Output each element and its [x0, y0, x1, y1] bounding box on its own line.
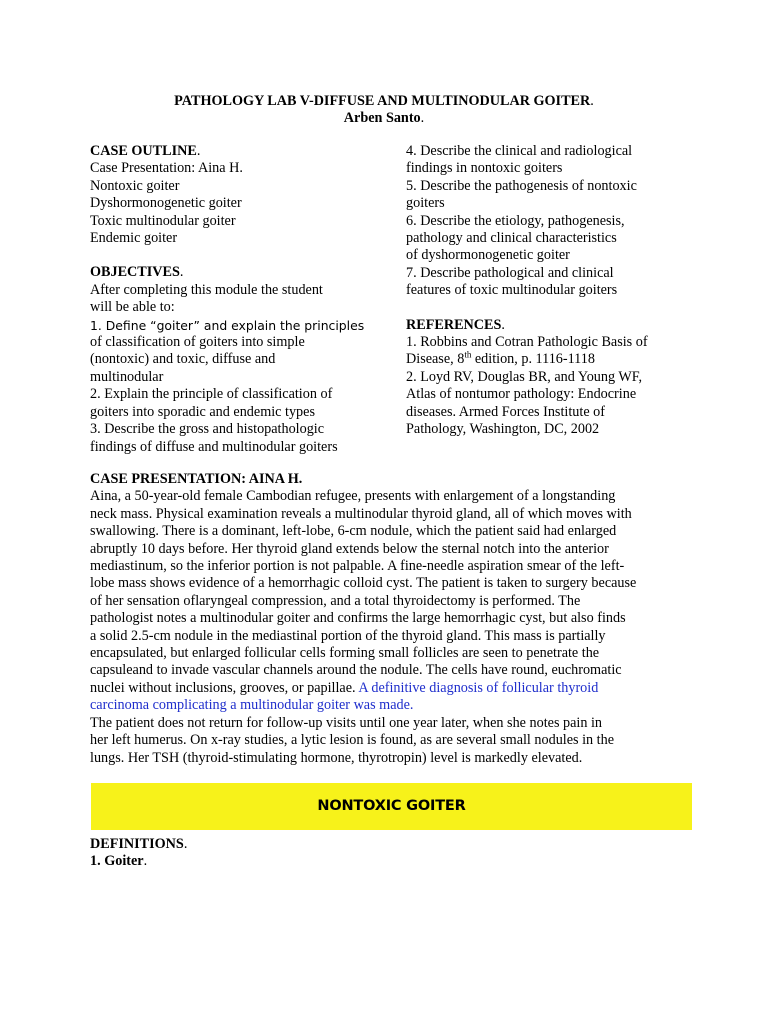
objective-line: (nontoxic) and toxic, diffuse and — [90, 351, 276, 368]
definition-item: 1. Goiter. — [90, 853, 148, 870]
diagnosis-highlight: A definitive diagnosis of follicular thyroid — [358, 679, 599, 696]
case-text-line: Aina, a 50-year-old female Cambodian refugee, presents with enlargement of a longstanding — [90, 488, 616, 505]
reference-line: Atlas of nontumor pathology: Endocrine — [406, 386, 637, 403]
outline-item: Dyshormonogenetic goiter — [90, 195, 242, 212]
objective-line: 5. Describe the pathogenesis of nontoxic — [406, 177, 637, 194]
objective-line: goiters — [406, 195, 445, 212]
objective-line: findings of diffuse and multinodular goiters — [90, 438, 338, 455]
reference-line: Pathology, Washington, DC, 2002 — [406, 421, 600, 438]
banner-label: NONTOXIC GOITER — [317, 797, 466, 814]
objective-line: of dyshormonogenetic goiter — [406, 247, 570, 264]
definitions-section — [90, 836, 690, 871]
objective-line: 2. Explain the principle of classification of — [90, 386, 333, 403]
objectives-continued — [406, 143, 696, 300]
objective-line: 1. Define “goiter” and explain the principles — [90, 317, 365, 333]
case-text-line: The patient does not return for follow-up visits until one year later, when she notes pain in — [90, 714, 603, 731]
outline-item: Toxic multinodular goiter — [90, 212, 236, 229]
case-text-line: lobe mass shows evidence of a hemorrhagic colloid cyst. The patient is taken to surgery because — [90, 575, 637, 592]
objective-line: After completing this module the student — [90, 281, 323, 298]
reference-line: 2. Loyd RV, Douglas BR, and Young WF, — [406, 368, 643, 385]
case-text-line: abruptly 10 days before. Her thyroid gland extends below the sternal notch into the anterior — [90, 540, 609, 557]
title-block — [0, 93, 768, 126]
reference-line: Disease, 8th edition, p. 1116-1118 — [406, 349, 595, 368]
objective-line: 7. Describe pathological and clinical — [406, 264, 614, 281]
page-title: PATHOLOGY LAB V-DIFFUSE AND MULTINODULAR GOITER. — [174, 93, 594, 109]
objective-line: goiters into sporadic and endemic types — [90, 403, 315, 420]
outline-item: Nontoxic goiter — [90, 177, 180, 194]
objective-line: pathology and clinical characteristics — [406, 230, 617, 247]
diagnosis-highlight: carcinoma complicating a multinodular goiter was made. — [90, 697, 414, 714]
case-presentation-heading: CASE PRESENTATION: AINA H. — [90, 471, 303, 487]
objectives-section — [90, 264, 380, 455]
case-text-line: mediastinum, so the inferior portion is not palpable. A fine-needle aspiration smear of the left- — [90, 558, 625, 575]
right-column — [406, 143, 696, 439]
case-text-line: her left humerus. On x-ray studies, a lytic lesion is found, as are several small nodules in the — [90, 732, 615, 749]
case-outline-section — [90, 143, 380, 247]
objective-line: findings in nontoxic goiters — [406, 160, 563, 177]
definitions-heading: DEFINITIONS. — [90, 836, 188, 852]
case-text-line: swallowing. There is a dominant, left-lobe, 6-cm nodule, which the patient said had enlarged — [90, 523, 617, 540]
case-text-line: encapsulated, but enlarged follicular cells forming small follicles are seen to penetrate the — [90, 645, 600, 662]
section-banner — [91, 783, 692, 830]
case-text-line: pathologist notes a multinodular goiter and confirms the large hemorrhagic cyst, but also finds — [90, 610, 626, 627]
objective-line: features of toxic multinodular goiters — [406, 282, 618, 299]
case-presentation-section — [90, 471, 690, 767]
references-heading: REFERENCES. — [406, 316, 505, 333]
objective-line: 6. Describe the etiology, pathogenesis, — [406, 212, 625, 229]
case-text-line: neck mass. Physical examination reveals a multinodular thyroid gland, all of which moves with — [90, 505, 632, 522]
objectives-heading: OBJECTIVES. — [90, 264, 184, 281]
objective-line: of classification of goiters into simple — [90, 334, 305, 351]
case-text-line: lungs. Her TSH (thyroid-stimulating hormone, thyrotropin) level is markedly elevated. — [90, 749, 583, 766]
case-text-line: nuclei without inclusions, grooves, or papillae. A definitive diagnosis of follicular thyroid — [90, 679, 599, 696]
author-name: Arben Santo. — [343, 110, 425, 126]
left-column — [90, 143, 380, 456]
objective-line: will be able to: — [90, 299, 175, 316]
case-text-line: of her sensation oflaryngeal compression, and a total thyroidectomy is performed. The — [90, 592, 581, 609]
objective-line: multinodular — [90, 368, 164, 385]
references-section — [406, 317, 696, 439]
case-outline-heading: CASE OUTLINE. — [90, 143, 201, 159]
outline-item: Endemic goiter — [90, 230, 178, 247]
case-text-line: capsuleand to invade vascular channels around the nodule. The cells have round, euchromatic — [90, 662, 622, 679]
reference-line: diseases. Armed Forces Institute of — [406, 403, 605, 420]
outline-item: Case Presentation: Aina H. — [90, 160, 243, 177]
reference-line: 1. Robbins and Cotran Pathologic Basis of — [406, 334, 648, 351]
case-text-line: a solid 2.5-cm nodule in the mediastinal portion of the thyroid gland. This mass is partially — [90, 627, 606, 644]
objective-line: 4. Describe the clinical and radiological — [406, 143, 633, 159]
objective-line: 3. Describe the gross and histopathologic — [90, 421, 325, 438]
